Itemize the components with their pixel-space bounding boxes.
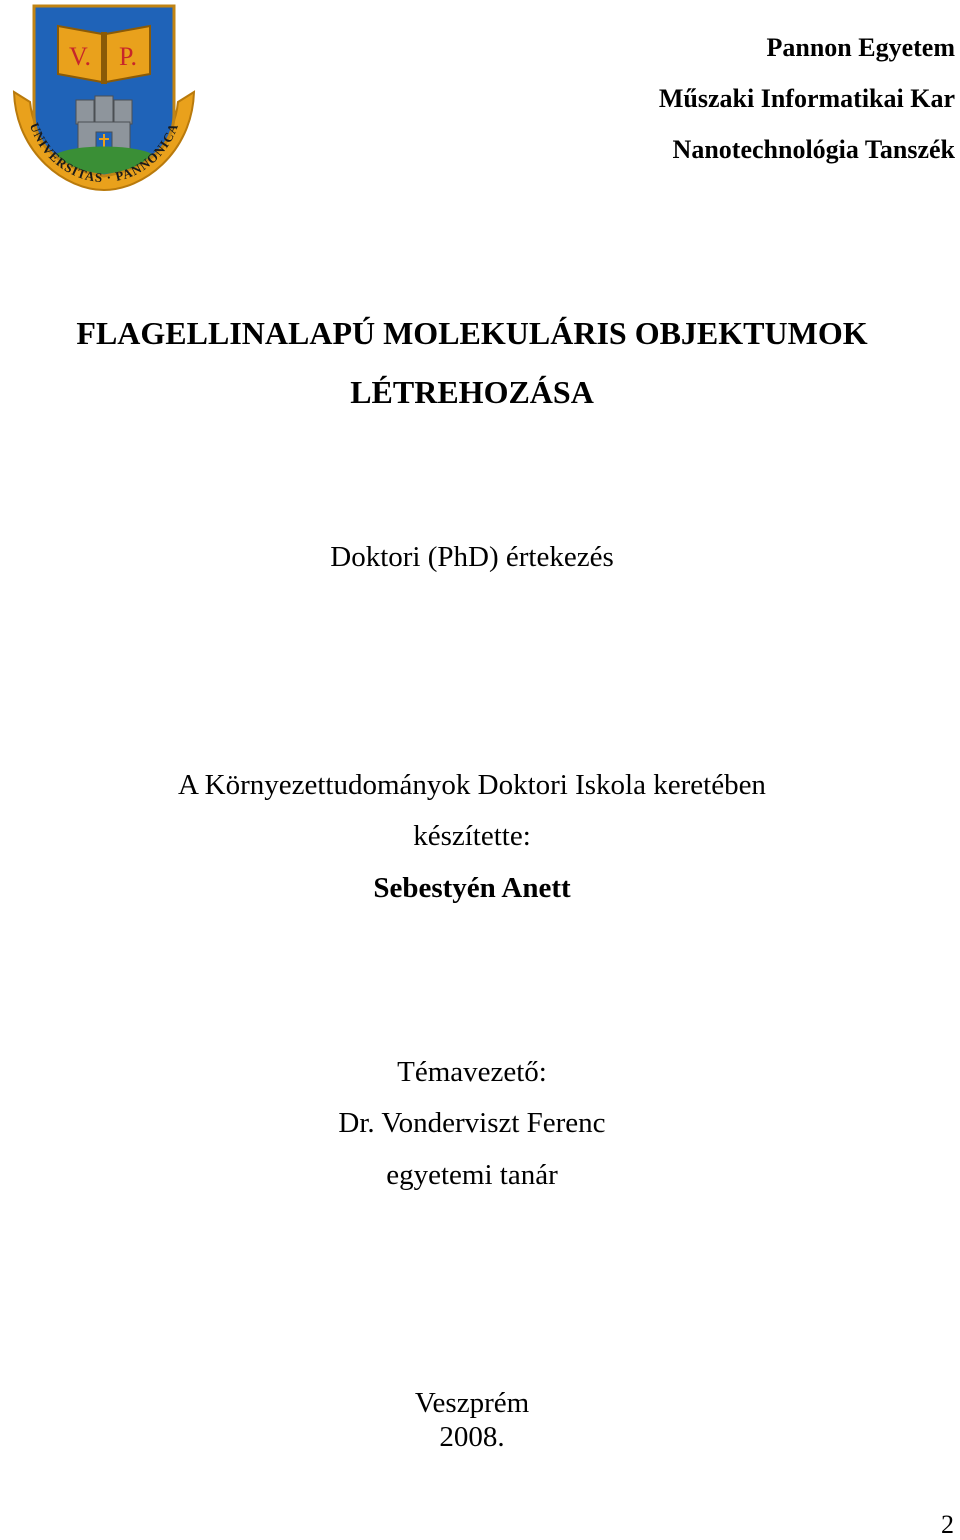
year: 2008. (439, 1421, 505, 1453)
university-crest-icon (6, 4, 202, 194)
department-name: Nanotechnológia Tanszék (672, 135, 955, 164)
supervisor-label: Témavezető: (397, 1056, 547, 1088)
university-name: Pannon Egyetem (766, 33, 955, 62)
university-logo (6, 4, 202, 194)
prepared-by-label: készítette: (413, 820, 531, 852)
logo-letters-right: P. (118, 42, 138, 71)
institution-header (659, 22, 955, 175)
author-name: Sebestyén Anett (373, 872, 571, 904)
thesis-title (0, 304, 944, 422)
place: Veszprém (414, 1387, 530, 1419)
logo-ring-text: UNIVERSITAS · PANNONICA (26, 120, 182, 186)
thesis-title-line-1: FLAGELLINALAPÚ MOLEKULÁRIS OBJEKTUMOK (76, 315, 868, 351)
thesis-type: Doktori (PhD) értekezés (330, 541, 614, 573)
supervisor-title: egyetemi tanár (386, 1159, 558, 1191)
doctoral-school: A Környezettudományok Doktori Iskola keretében (178, 769, 766, 801)
page-number: 2 (941, 1510, 954, 1539)
thesis-title-line-2: LÉTREHOZÁSA (350, 374, 594, 410)
logo-letters-left: V. (69, 42, 91, 71)
faculty-name: Műszaki Informatikai Kar (658, 84, 955, 113)
supervisor-name: Dr. Vonderviszt Ferenc (338, 1107, 606, 1139)
